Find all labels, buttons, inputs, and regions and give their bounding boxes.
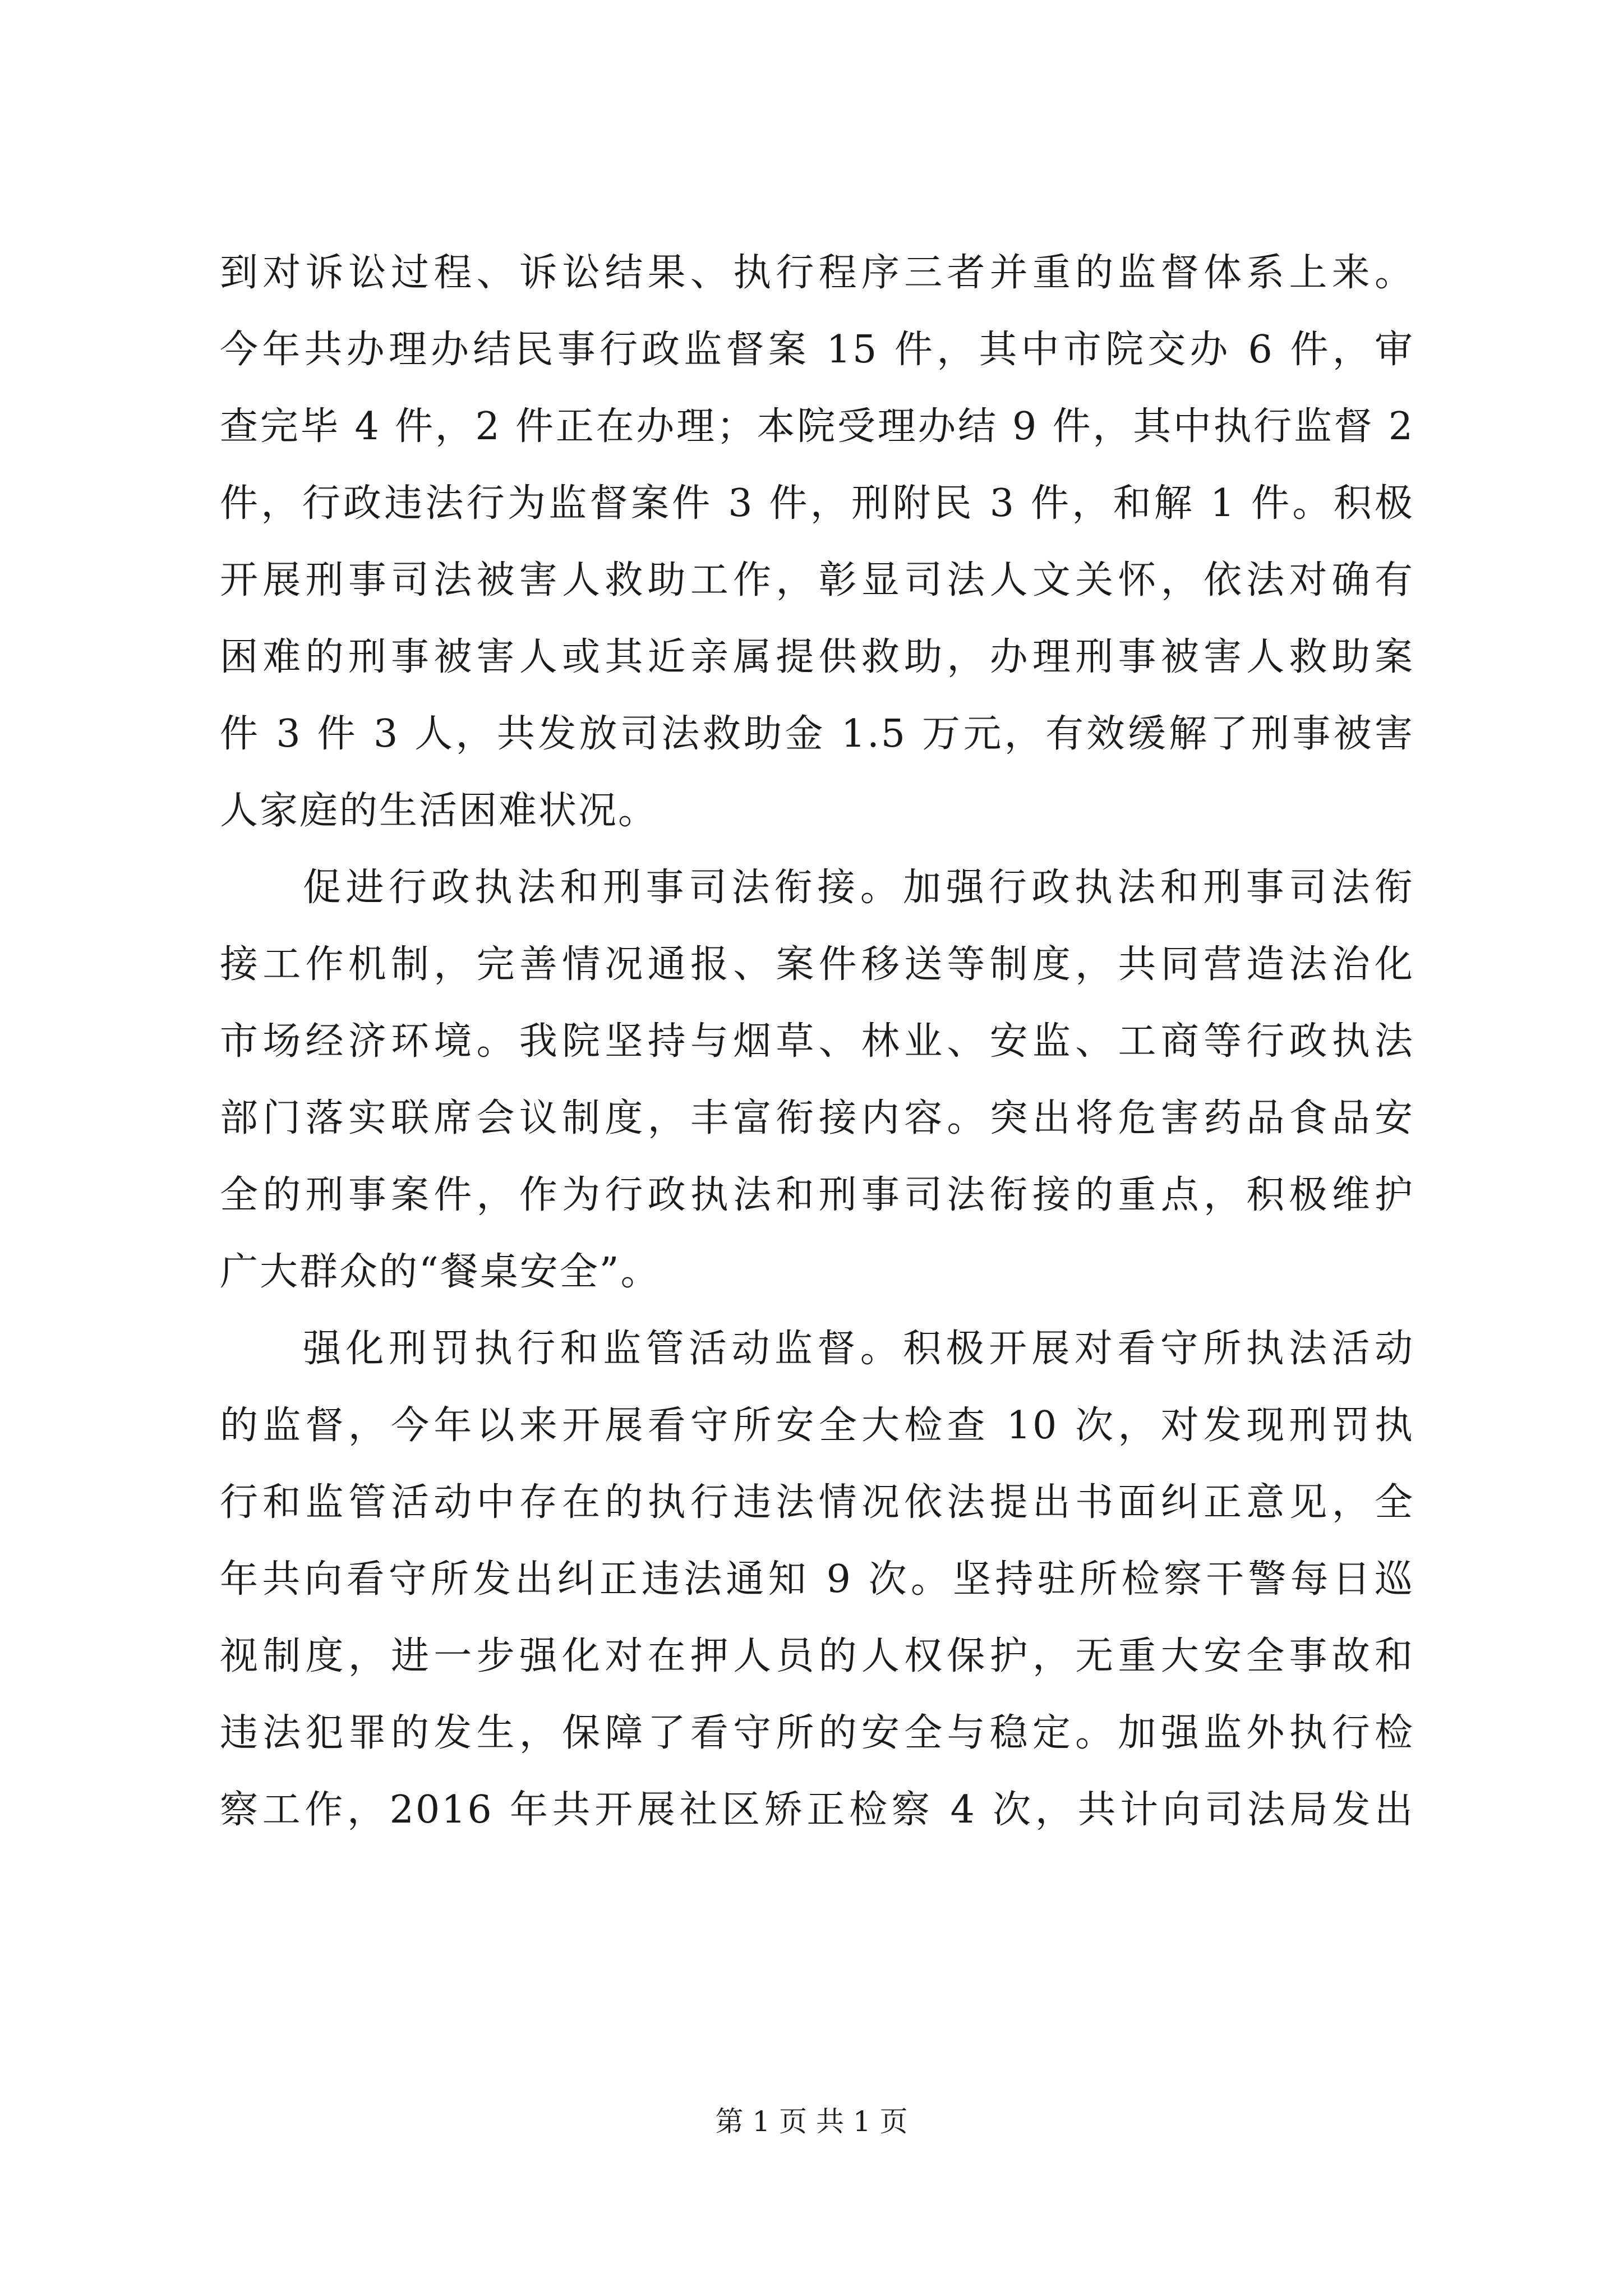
- text-line: 广大群众的“餐桌安全”。: [220, 1250, 661, 1294]
- document-body: [220, 234, 1414, 1848]
- text-line: 部门落实联席会议制度，丰富衔接内容。突出将危害药品食品安: [220, 1096, 1414, 1140]
- text-line: 到对诉讼过程、诉讼结果、执行程序三者并重的监督体系上来。: [220, 251, 1414, 295]
- text-line: 人家庭的生活困难状况。: [220, 789, 658, 833]
- text-line: 困难的刑事被害人或其近亲属提供救助，办理刑事被害人救助案: [220, 635, 1414, 679]
- text-line: 件，行政违法行为监督案件 3 件，刑附民 3 件，和解 1 件。积极: [220, 481, 1414, 526]
- text-line: 接工作机制，完善情况通报、案件移送等制度，共同营造法治化: [220, 942, 1414, 987]
- text-line: 行和监管活动中存在的执行违法情况依法提出书面纠正意见，全: [220, 1480, 1414, 1525]
- text-line: 全的刑事案件，作为行政执法和刑事司法衔接的重点，积极维护: [220, 1173, 1414, 1217]
- text-line: 察工作，2016 年共开展社区矫正检察 4 次，共计向司法局发出: [220, 1788, 1414, 1832]
- page-footer: [0, 2105, 1623, 2138]
- page-number-label: 第 1 页 共 1 页: [715, 2105, 908, 2138]
- paragraph-first-line: 强化刑罚执行和监管活动监督。积极开展对看守所执法活动: [303, 1327, 1414, 1371]
- text-line: 今年共办理办结民事行政监督案 15 件，其中市院交办 6 件，审: [220, 328, 1414, 372]
- text-line: 件 3 件 3 人，共发放司法救助金 1.5 万元，有效缓解了刑事被害: [220, 712, 1414, 756]
- text-line: 的监督，今年以来开展看守所安全大检查 10 次，对发现刑罚执: [220, 1404, 1414, 1448]
- text-line: 开展刑事司法被害人救助工作，彰显司法人文关怀，依法对确有: [220, 558, 1414, 602]
- text-line: 查完毕 4 件，2 件正在办理；本院受理办结 9 件，其中执行监督 2: [220, 404, 1414, 449]
- text-line: 年共向看守所发出纠正违法通知 9 次。坚持驻所检察干警每日巡: [220, 1557, 1414, 1602]
- text-line: 违法犯罪的发生，保障了看守所的安全与稳定。加强监外执行检: [220, 1711, 1414, 1755]
- text-line: 视制度，进一步强化对在押人员的人权保护，无重大安全事故和: [220, 1634, 1414, 1678]
- paragraph-first-line: 促进行政执法和刑事司法衔接。加强行政执法和刑事司法衔: [303, 866, 1414, 910]
- text-line: 市场经济环境。我院坚持与烟草、林业、安监、工商等行政执法: [220, 1019, 1414, 1064]
